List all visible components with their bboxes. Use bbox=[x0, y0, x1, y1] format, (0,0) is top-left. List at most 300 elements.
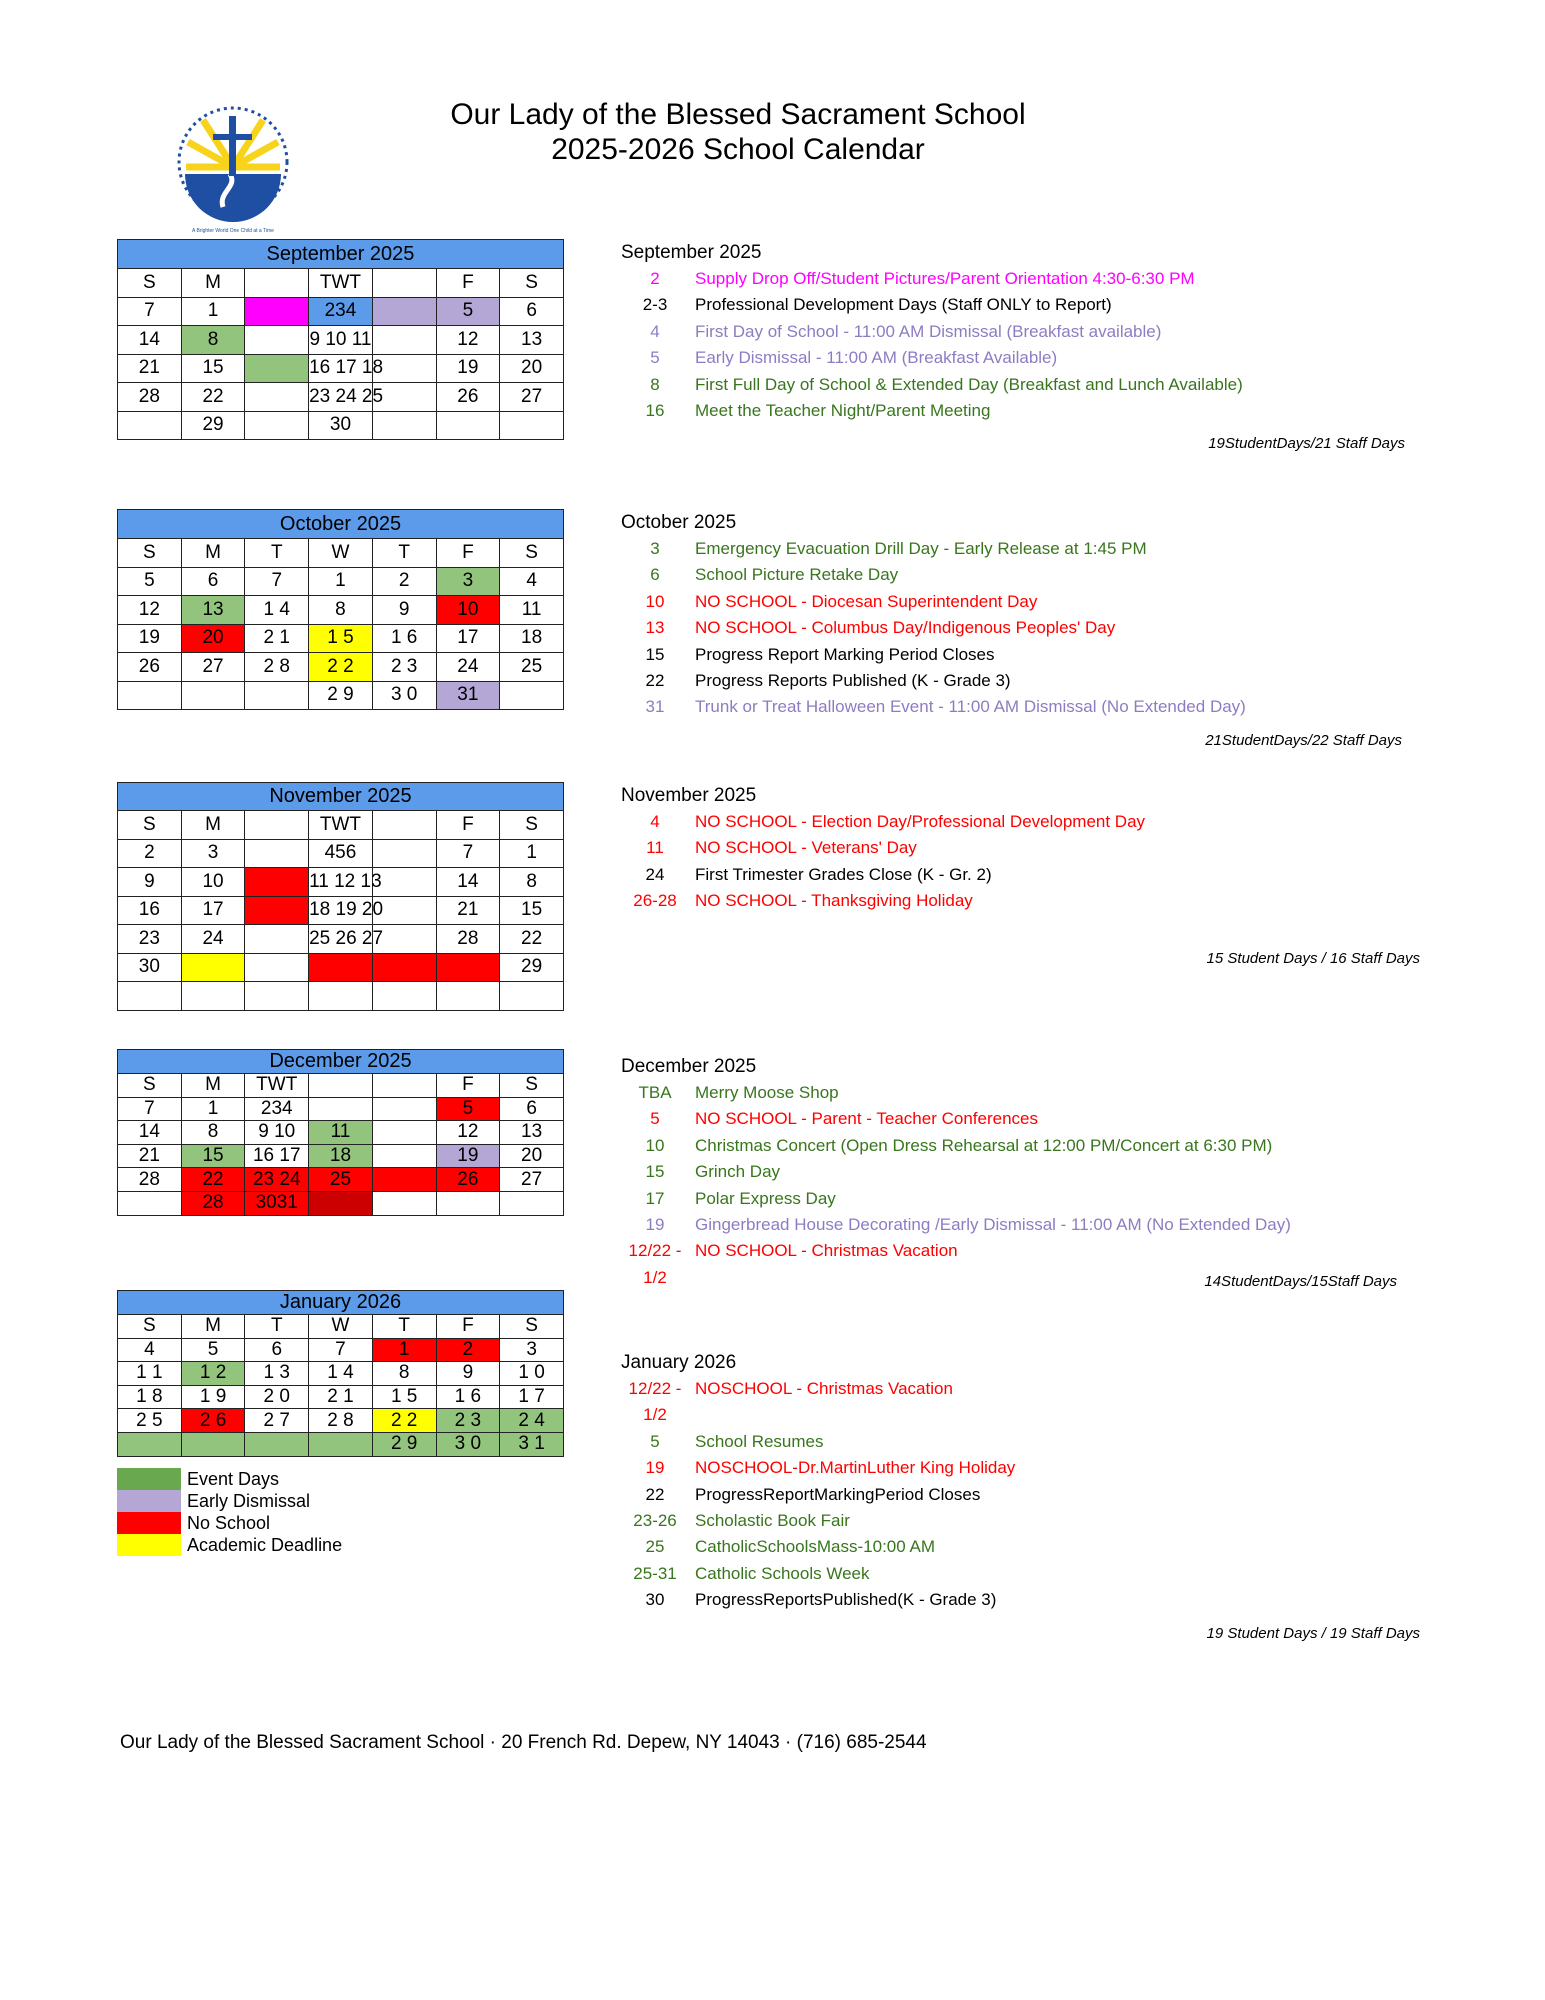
calendar-week-row bbox=[118, 567, 564, 596]
event-description: First Trimester Grades Close (K - Gr. 2) bbox=[695, 864, 992, 884]
legend-label: No School bbox=[187, 1512, 271, 1533]
school-name: Our Lady of the Blessed Sacrament School bbox=[450, 98, 1026, 131]
calendar-day-cell: 234 bbox=[245, 1097, 309, 1121]
calendar-day-cell: 2 2 bbox=[372, 1409, 436, 1433]
events-october-2025 bbox=[621, 510, 1441, 721]
calendar-day-cell: 18 bbox=[500, 624, 564, 653]
legend-item bbox=[117, 1468, 342, 1490]
event-description: First Day of School - 11:00 AM Dismissal (Breakfast available) bbox=[695, 321, 1162, 341]
calendar-day-cell: 2 9 bbox=[372, 1432, 436, 1456]
calendar-day-cell bbox=[372, 297, 436, 326]
legend-swatch bbox=[117, 1490, 181, 1512]
event-description: Professional Development Days (Staff ONLY to Report) bbox=[695, 295, 1112, 315]
event-item bbox=[621, 398, 1441, 424]
event-item bbox=[621, 642, 1441, 668]
calendar-day-cell bbox=[245, 354, 309, 383]
calendar-day-cell: 23 bbox=[118, 925, 182, 954]
calendar-week-row bbox=[118, 953, 564, 982]
calendar-day-cell: 12 bbox=[436, 326, 500, 355]
event-description: NO SCHOOL - Christmas Vacation bbox=[695, 1241, 958, 1261]
calendar-day-cell bbox=[436, 982, 500, 1011]
calendar-day-cell bbox=[500, 1191, 564, 1215]
calendar-day-cell bbox=[118, 1191, 182, 1215]
calendar-week-row bbox=[118, 297, 564, 326]
calendar-day-cell: 13 bbox=[181, 596, 245, 625]
calendar-week-row bbox=[118, 653, 564, 682]
calendar-day-cell: 12 bbox=[436, 1121, 500, 1145]
calendar-day-cell: 5 bbox=[436, 297, 500, 326]
weekday-header bbox=[372, 269, 436, 298]
calendar-day-cell: 25 bbox=[500, 653, 564, 682]
calendar-week-row bbox=[118, 383, 564, 412]
calendar-day-cell: 1 bbox=[181, 1097, 245, 1121]
calendar-day-cell: 21 bbox=[118, 354, 182, 383]
calendar-december-2025 bbox=[117, 1049, 564, 1216]
event-date: 11 bbox=[646, 838, 664, 858]
event-item bbox=[621, 536, 1441, 562]
calendar-day-cell: 1 8 bbox=[118, 1385, 182, 1409]
event-item bbox=[621, 1212, 1441, 1238]
calendar-day-cell: 1 0 bbox=[500, 1362, 564, 1386]
calendar-week-row bbox=[118, 596, 564, 625]
weekday-header: S bbox=[118, 811, 182, 840]
event-item bbox=[621, 292, 1441, 318]
weekday-header: S bbox=[500, 269, 564, 298]
calendar-week-row bbox=[118, 1338, 564, 1362]
calendar-week-row bbox=[118, 1362, 564, 1386]
calendar-day-cell: 1 4 bbox=[309, 1362, 373, 1386]
weekday-header: W bbox=[309, 539, 373, 568]
calendar-day-cell bbox=[372, 982, 436, 1011]
calendar-day-cell: 3 bbox=[181, 839, 245, 868]
weekday-header: T bbox=[372, 539, 436, 568]
days-summary: 15 Student Days / 16 Staff Days bbox=[1206, 950, 1420, 967]
event-description: Early Dismissal - 11:00 AM (Breakfast Available) bbox=[695, 348, 1058, 368]
weekday-header: F bbox=[436, 1074, 500, 1098]
event-date: 22 bbox=[645, 671, 665, 691]
event-description: NO SCHOOL - Parent - Teacher Conferences bbox=[695, 1109, 1038, 1129]
calendar-day-cell: 8 bbox=[181, 1121, 245, 1145]
legend-swatch bbox=[117, 1534, 181, 1556]
calendar-day-cell bbox=[181, 1432, 245, 1456]
calendar-day-cell: 5 bbox=[181, 1338, 245, 1362]
calendar-day-cell: 23 24 bbox=[245, 1168, 309, 1192]
page-title bbox=[338, 97, 1138, 167]
calendar-day-cell bbox=[500, 681, 564, 710]
calendar-day-cell bbox=[245, 681, 309, 710]
weekday-header: S bbox=[500, 811, 564, 840]
calendar-week-row bbox=[118, 624, 564, 653]
calendar-day-cell: 8 bbox=[181, 326, 245, 355]
event-item bbox=[621, 1482, 1441, 1508]
calendar-day-cell: 1 bbox=[500, 839, 564, 868]
calendar-day-cell: 9 bbox=[372, 596, 436, 625]
calendar-day-cell bbox=[372, 1168, 436, 1192]
calendar-day-cell: 1 bbox=[309, 567, 373, 596]
days-summary: 21StudentDays/22 Staff Days bbox=[1205, 732, 1402, 749]
calendar-day-cell bbox=[181, 953, 245, 982]
event-item bbox=[621, 589, 1441, 615]
event-date: 2-3 bbox=[642, 295, 668, 315]
calendar-day-cell: 3 1 bbox=[500, 1432, 564, 1456]
calendar-day-cell bbox=[245, 896, 309, 925]
calendar-november-2025 bbox=[117, 782, 564, 1011]
calendar-day-cell: 27 bbox=[181, 653, 245, 682]
weekday-header: S bbox=[500, 539, 564, 568]
calendar-week-row bbox=[118, 982, 564, 1011]
calendar-day-cell: 29 bbox=[500, 953, 564, 982]
calendar-day-cell: 18 bbox=[309, 1144, 373, 1168]
calendar-september-2025 bbox=[117, 239, 564, 440]
weekday-header: M bbox=[181, 539, 245, 568]
legend-swatch bbox=[117, 1468, 181, 1490]
calendar-day-cell bbox=[436, 953, 500, 982]
calendar-day-cell bbox=[372, 411, 436, 440]
calendar-day-cell bbox=[181, 982, 245, 1011]
calendar-day-cell: 4 bbox=[500, 567, 564, 596]
calendar-day-cell bbox=[372, 953, 436, 982]
event-date: 19 bbox=[645, 1215, 665, 1235]
calendar-day-cell: 27 bbox=[500, 383, 564, 412]
calendar-day-cell: 1 3 bbox=[245, 1362, 309, 1386]
legend-item bbox=[117, 1534, 342, 1556]
days-summary: 14StudentDays/15Staff Days bbox=[1204, 1273, 1397, 1290]
calendar-day-cell: 29 bbox=[181, 411, 245, 440]
calendar-day-cell: 234 bbox=[309, 297, 373, 326]
calendar-title: 2025-2026 School Calendar bbox=[551, 133, 925, 166]
calendar-day-cell: 2 0 bbox=[245, 1385, 309, 1409]
event-item bbox=[621, 668, 1441, 694]
calendar-week-row bbox=[118, 1144, 564, 1168]
calendar-day-cell: 16 17 18 bbox=[309, 354, 373, 383]
events-november-2025 bbox=[621, 783, 1441, 915]
calendar-day-cell bbox=[245, 868, 309, 897]
event-item bbox=[621, 615, 1441, 641]
calendar-day-cell: 2 8 bbox=[309, 1409, 373, 1433]
event-date: 5 bbox=[650, 1109, 660, 1129]
weekday-header: F bbox=[436, 811, 500, 840]
calendar-day-cell: 2 bbox=[372, 567, 436, 596]
event-item bbox=[621, 1186, 1441, 1212]
event-date: 30 bbox=[645, 1590, 665, 1610]
weekday-header: T bbox=[245, 1315, 309, 1339]
event-item bbox=[621, 694, 1441, 720]
calendar-day-cell: 1 5 bbox=[309, 624, 373, 653]
event-date: 4 bbox=[650, 321, 660, 341]
calendar-day-cell: 2 bbox=[436, 1338, 500, 1362]
calendar-week-row bbox=[118, 896, 564, 925]
calendar-day-cell: 28 bbox=[181, 1191, 245, 1215]
event-description: ProgressReportMarkingPeriod Closes bbox=[695, 1484, 981, 1504]
event-description: School Resumes bbox=[695, 1431, 824, 1451]
calendar-day-cell: 11 bbox=[309, 1121, 373, 1145]
calendar-day-cell: 15 bbox=[181, 354, 245, 383]
calendar-day-cell bbox=[500, 982, 564, 1011]
calendar-day-cell bbox=[118, 411, 182, 440]
event-item bbox=[621, 562, 1441, 588]
calendar-day-cell: 9 bbox=[436, 1362, 500, 1386]
event-description: NO SCHOOL - Election Day/Professional Development Day bbox=[695, 812, 1146, 831]
calendar-day-cell: 1 4 bbox=[245, 596, 309, 625]
calendar-day-cell: 8 bbox=[500, 868, 564, 897]
calendar-day-cell: 13 bbox=[500, 326, 564, 355]
calendar-month-title: September 2025 bbox=[118, 240, 564, 269]
weekday-header bbox=[245, 811, 309, 840]
calendar-day-cell bbox=[309, 982, 373, 1011]
calendar-day-cell: 2 9 bbox=[309, 681, 373, 710]
calendar-day-cell: 14 bbox=[118, 1121, 182, 1145]
calendar-day-cell: 2 8 bbox=[245, 653, 309, 682]
weekday-header bbox=[309, 1074, 373, 1098]
weekday-header: S bbox=[118, 539, 182, 568]
weekday-header: S bbox=[118, 1074, 182, 1098]
calendar-week-row bbox=[118, 326, 564, 355]
calendar-day-cell: 2 3 bbox=[372, 653, 436, 682]
calendar-day-cell bbox=[245, 925, 309, 954]
calendar-october-2025 bbox=[117, 509, 564, 710]
event-description: Trunk or Treat Halloween Event - 11:00 AM Dismissal (No Extended Day) bbox=[695, 697, 1246, 717]
calendar-january-2026 bbox=[117, 1290, 564, 1457]
calendar-day-cell: 1 7 bbox=[500, 1385, 564, 1409]
event-item bbox=[621, 345, 1441, 371]
calendar-month-title: October 2025 bbox=[118, 510, 564, 539]
event-description: ProgressReportsPublished(K - Grade 3) bbox=[695, 1590, 997, 1610]
calendar-day-cell: 26 bbox=[118, 653, 182, 682]
calendar-day-cell: 2 5 bbox=[118, 1409, 182, 1433]
calendar-month-title: January 2026 bbox=[118, 1291, 564, 1315]
calendar-day-cell: 1 bbox=[181, 297, 245, 326]
weekday-header: T bbox=[245, 539, 309, 568]
weekday-header: F bbox=[436, 539, 500, 568]
calendar-day-cell: 7 bbox=[245, 567, 309, 596]
calendar-day-cell: 10 bbox=[436, 596, 500, 625]
event-date: 17 bbox=[645, 1188, 665, 1208]
calendar-day-cell: 28 bbox=[118, 1168, 182, 1192]
event-date: 10 bbox=[645, 1135, 665, 1155]
svg-text:A Brighter World One Child at: A Brighter World One Child at a Time bbox=[192, 228, 274, 234]
weekday-header bbox=[245, 269, 309, 298]
event-date: 22 bbox=[645, 1484, 665, 1504]
calendar-day-cell: 28 bbox=[118, 383, 182, 412]
event-description: Polar Express Day bbox=[695, 1188, 836, 1208]
event-description: NOSCHOOL-Dr.MartinLuther King Holiday bbox=[695, 1458, 1016, 1478]
weekday-header: M bbox=[181, 811, 245, 840]
event-item bbox=[621, 835, 1441, 861]
calendar-day-cell: 13 bbox=[500, 1121, 564, 1145]
calendar-day-cell: 12 bbox=[118, 596, 182, 625]
event-description: Grinch Day bbox=[695, 1162, 781, 1182]
calendar-day-cell: 7 bbox=[436, 839, 500, 868]
weekday-header bbox=[372, 1074, 436, 1098]
school-logo bbox=[168, 102, 298, 237]
calendar-week-row bbox=[118, 1409, 564, 1433]
calendar-day-cell: 2 2 bbox=[309, 653, 373, 682]
calendar-week-row bbox=[118, 1168, 564, 1192]
calendar-day-cell: 20 bbox=[500, 354, 564, 383]
calendar-day-cell bbox=[372, 1191, 436, 1215]
event-description: Merry Moose Shop bbox=[695, 1083, 839, 1102]
event-item bbox=[621, 862, 1441, 888]
calendar-day-cell: 3 0 bbox=[372, 681, 436, 710]
event-date: 6 bbox=[650, 565, 660, 585]
calendar-day-cell: 7 bbox=[309, 1338, 373, 1362]
weekday-header: F bbox=[436, 1315, 500, 1339]
calendar-day-cell: 7 bbox=[118, 297, 182, 326]
event-item bbox=[621, 1429, 1441, 1455]
calendar-day-cell bbox=[500, 411, 564, 440]
event-description: Gingerbread House Decorating /Early Dismissal - 11:00 AM (No Extended Day) bbox=[695, 1215, 1291, 1235]
calendar-day-cell: 4 bbox=[118, 1338, 182, 1362]
weekday-header: S bbox=[118, 1315, 182, 1339]
calendar-day-cell: 27 bbox=[500, 1168, 564, 1192]
calendar-day-cell bbox=[372, 1097, 436, 1121]
calendar-day-cell: 6 bbox=[500, 297, 564, 326]
calendar-day-cell: 18 19 20 bbox=[309, 896, 373, 925]
events-month-heading: September 2025 bbox=[621, 242, 762, 263]
calendar-day-cell bbox=[309, 1097, 373, 1121]
calendar-day-cell bbox=[245, 953, 309, 982]
calendar-day-cell bbox=[245, 383, 309, 412]
weekday-header: M bbox=[181, 269, 245, 298]
calendar-week-row bbox=[118, 1432, 564, 1456]
event-date: 13 bbox=[645, 618, 665, 638]
calendar-day-cell bbox=[245, 326, 309, 355]
calendar-day-cell: 22 bbox=[181, 383, 245, 412]
events-month-heading: January 2026 bbox=[621, 1352, 737, 1373]
legend-item bbox=[117, 1490, 342, 1512]
events-december-2025 bbox=[621, 1054, 1441, 1291]
calendar-day-cell: 24 bbox=[181, 925, 245, 954]
calendar-week-row bbox=[118, 681, 564, 710]
weekday-header: TWT bbox=[245, 1074, 309, 1098]
event-date: 24 bbox=[645, 864, 665, 884]
calendar-day-cell: 28 bbox=[436, 925, 500, 954]
calendar-day-cell: 2 3 bbox=[436, 1409, 500, 1433]
calendar-day-cell bbox=[118, 982, 182, 1011]
calendar-day-cell: 23 24 25 bbox=[309, 383, 373, 412]
calendar-week-row bbox=[118, 868, 564, 897]
event-item bbox=[621, 1133, 1441, 1159]
calendar-day-cell: 20 bbox=[181, 624, 245, 653]
calendar-day-cell bbox=[245, 839, 309, 868]
events-september-2025 bbox=[621, 240, 1441, 424]
calendar-day-cell: 2 1 bbox=[309, 1385, 373, 1409]
calendar-month-title: November 2025 bbox=[118, 783, 564, 811]
event-date: 3 bbox=[650, 539, 660, 558]
calendar-day-cell: 15 bbox=[500, 896, 564, 925]
calendar-day-cell: 456 bbox=[309, 839, 373, 868]
calendar-day-cell bbox=[309, 1432, 373, 1456]
calendar-day-cell: 6 bbox=[500, 1097, 564, 1121]
event-date: 16 bbox=[645, 401, 665, 421]
calendar-day-cell: 9 10 11 bbox=[309, 326, 373, 355]
event-description: Progress Reports Published (K - Grade 3) bbox=[695, 671, 1011, 691]
event-description: NO SCHOOL - Veterans' Day bbox=[695, 838, 917, 858]
event-description: First Full Day of School & Extended Day (Breakfast and Lunch Available) bbox=[695, 374, 1243, 394]
legend-label: Early Dismissal bbox=[187, 1490, 311, 1511]
days-summary: 19 Student Days / 19 Staff Days bbox=[1206, 1625, 1420, 1642]
calendar-day-cell bbox=[245, 297, 309, 326]
calendar-day-cell: 19 bbox=[436, 354, 500, 383]
calendar-day-cell bbox=[118, 1432, 182, 1456]
event-item bbox=[621, 1587, 1441, 1613]
events-month-heading: November 2025 bbox=[621, 785, 757, 806]
event-description: School Picture Retake Day bbox=[695, 565, 899, 585]
calendar-day-cell: 1 1 bbox=[118, 1362, 182, 1386]
event-description: NO SCHOOL - Diocesan Superintendent Day bbox=[695, 591, 1038, 611]
calendar-day-cell: 8 bbox=[309, 596, 373, 625]
calendar-day-cell: 1 6 bbox=[436, 1385, 500, 1409]
calendar-day-cell: 16 bbox=[118, 896, 182, 925]
event-date: 15 bbox=[645, 644, 665, 664]
event-date: 12/22 - 1/2 bbox=[628, 1379, 682, 1425]
event-date: 26-28 bbox=[633, 891, 677, 911]
weekday-header: S bbox=[500, 1074, 564, 1098]
calendar-day-cell: 2 4 bbox=[500, 1409, 564, 1433]
calendar-day-cell bbox=[372, 1121, 436, 1145]
calendar-day-cell: 5 bbox=[118, 567, 182, 596]
event-item bbox=[621, 1508, 1441, 1534]
event-item bbox=[621, 1080, 1441, 1106]
calendar-day-cell bbox=[181, 681, 245, 710]
legend-swatch bbox=[117, 1512, 181, 1534]
calendar-day-cell: 16 17 bbox=[245, 1144, 309, 1168]
weekday-header: S bbox=[118, 269, 182, 298]
event-description: Emergency Evacuation Drill Day - Early Release at 1:45 PM bbox=[695, 539, 1147, 558]
calendar-day-cell: 1 bbox=[372, 1338, 436, 1362]
calendar-day-cell: 9 bbox=[118, 868, 182, 897]
event-date: 4 bbox=[650, 812, 660, 831]
calendar-day-cell: 5 bbox=[436, 1097, 500, 1121]
weekday-header bbox=[372, 811, 436, 840]
calendar-day-cell: 2 bbox=[118, 839, 182, 868]
calendar-day-cell bbox=[372, 326, 436, 355]
calendar-day-cell: 21 bbox=[118, 1144, 182, 1168]
event-description: NO SCHOOL - Thanksgiving Holiday bbox=[695, 891, 973, 911]
event-date: 15 bbox=[645, 1162, 665, 1182]
calendar-day-cell: 1 5 bbox=[372, 1385, 436, 1409]
calendar-day-cell bbox=[309, 1191, 373, 1215]
calendar-day-cell: 2 1 bbox=[245, 624, 309, 653]
calendar-day-cell: 20 bbox=[500, 1144, 564, 1168]
calendar-day-cell: 3 bbox=[436, 567, 500, 596]
calendar-week-row bbox=[118, 411, 564, 440]
calendar-day-cell: 6 bbox=[181, 567, 245, 596]
calendar-day-cell: 7 bbox=[118, 1097, 182, 1121]
calendar-day-cell: 24 bbox=[436, 653, 500, 682]
calendar-month-title: December 2025 bbox=[118, 1050, 564, 1074]
events-month-heading: October 2025 bbox=[621, 512, 737, 533]
calendar-day-cell: 22 bbox=[500, 925, 564, 954]
event-date: 12/22 - 1/2 bbox=[628, 1241, 682, 1287]
weekday-header: M bbox=[181, 1074, 245, 1098]
calendar-week-row bbox=[118, 1121, 564, 1145]
calendar-week-row bbox=[118, 354, 564, 383]
calendar-day-cell: 10 bbox=[181, 868, 245, 897]
weekday-header: W bbox=[309, 1315, 373, 1339]
calendar-day-cell: 25 26 27 bbox=[309, 925, 373, 954]
calendar-day-cell: 30 bbox=[118, 953, 182, 982]
calendar-day-cell bbox=[436, 411, 500, 440]
event-description: Catholic Schools Week bbox=[695, 1563, 870, 1583]
calendar-day-cell bbox=[118, 681, 182, 710]
legend-label: Academic Deadline bbox=[187, 1534, 343, 1555]
calendar-week-row bbox=[118, 1385, 564, 1409]
calendar-day-cell: 3031 bbox=[245, 1191, 309, 1215]
calendar-day-cell: 14 bbox=[118, 326, 182, 355]
calendar-day-cell: 26 bbox=[436, 383, 500, 412]
event-item bbox=[621, 1455, 1441, 1481]
